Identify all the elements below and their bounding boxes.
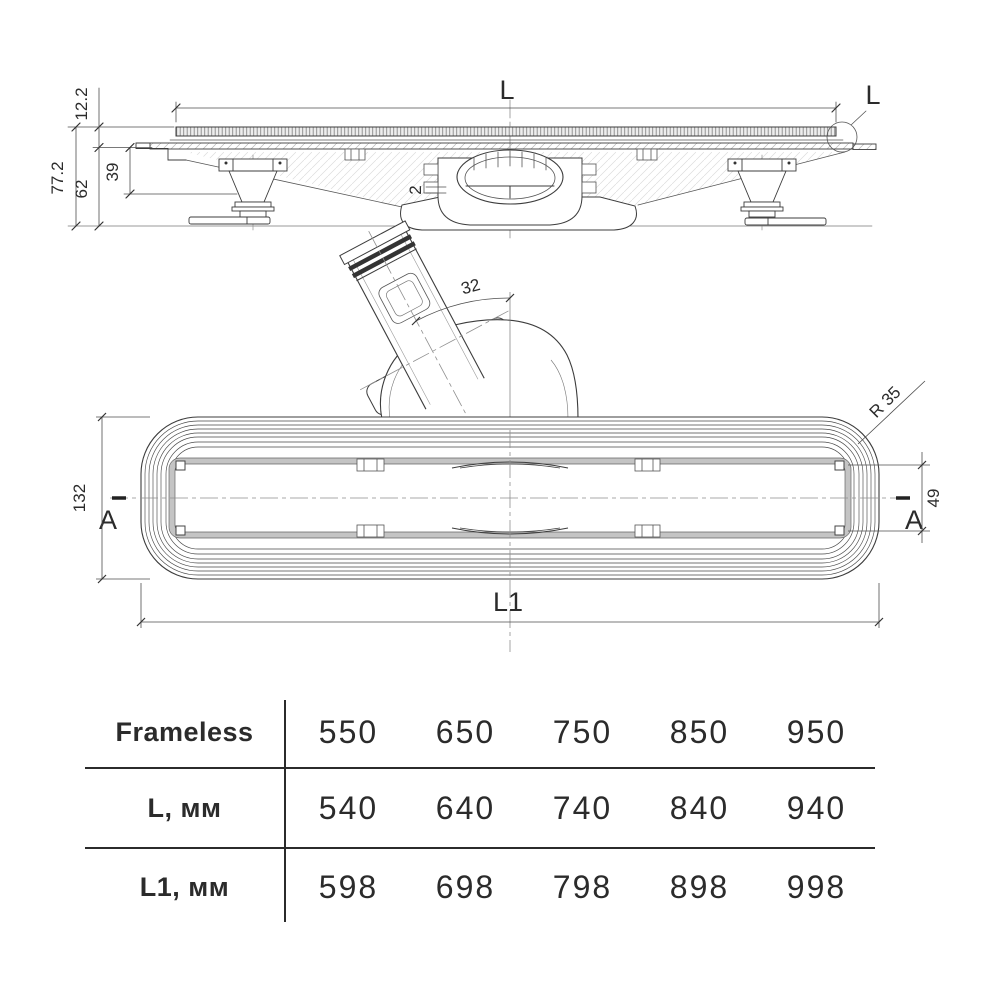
- radius-label: R 35: [865, 382, 905, 422]
- dim-grate-height-label: 12.2: [72, 87, 91, 121]
- dim-grate-height: [93, 88, 152, 152]
- dim-total-height-label: 77.2: [48, 161, 67, 195]
- dim-gap-label: 2: [406, 185, 425, 195]
- table-cell: 850: [669, 713, 730, 750]
- table-cell: 598: [318, 869, 379, 905]
- grate-strip: [176, 127, 836, 136]
- table-row: [85, 697, 875, 767]
- dim-body-height: [95, 148, 103, 231]
- table-cell: 950: [786, 713, 847, 750]
- adjustable-foot-right: [728, 155, 826, 230]
- table-cell: 650: [435, 713, 496, 750]
- flange-bar: [150, 143, 853, 149]
- table-cell: 640: [435, 789, 496, 826]
- dim-body-height-label: 62: [72, 179, 91, 199]
- table-cell: 998: [786, 869, 847, 905]
- table-cell: 940: [786, 789, 847, 826]
- row-values: [284, 714, 875, 751]
- detail-callout-label: L: [865, 80, 881, 110]
- table-column-divider: [284, 700, 286, 922]
- row-label: Frameless: [115, 716, 254, 747]
- table-cell: 898: [669, 869, 730, 905]
- dim-length-L: [172, 102, 840, 122]
- plan-view: [70, 381, 943, 652]
- row-label: L, мм: [147, 792, 222, 823]
- table-cell: 740: [552, 789, 613, 826]
- section-label-right: A: [904, 505, 924, 535]
- dim-length-L1-label: L1: [492, 587, 524, 617]
- angle-label: 32: [458, 275, 483, 299]
- table-cell: 540: [318, 789, 379, 826]
- side-view: [48, 75, 881, 240]
- table-cell: 550: [318, 713, 379, 750]
- table-row: [85, 767, 875, 847]
- dim-plan-width-label: 132: [70, 483, 89, 513]
- table-cell: 840: [669, 789, 730, 826]
- row-label: L1, мм: [139, 872, 230, 902]
- dim-foot-height-label: 39: [103, 162, 122, 182]
- adjustable-foot-left: [189, 155, 287, 230]
- table-row: [85, 847, 875, 926]
- dim-length-label: L: [499, 75, 515, 105]
- row-values: [284, 790, 875, 827]
- table-cell: 798: [552, 869, 613, 905]
- dim-channel-width-label: 49: [924, 488, 943, 508]
- table-cell: 698: [435, 869, 496, 905]
- spec-table: [85, 697, 875, 926]
- section-label-left: A: [98, 505, 118, 535]
- row-values: [284, 869, 875, 906]
- table-cell: 750: [552, 713, 613, 750]
